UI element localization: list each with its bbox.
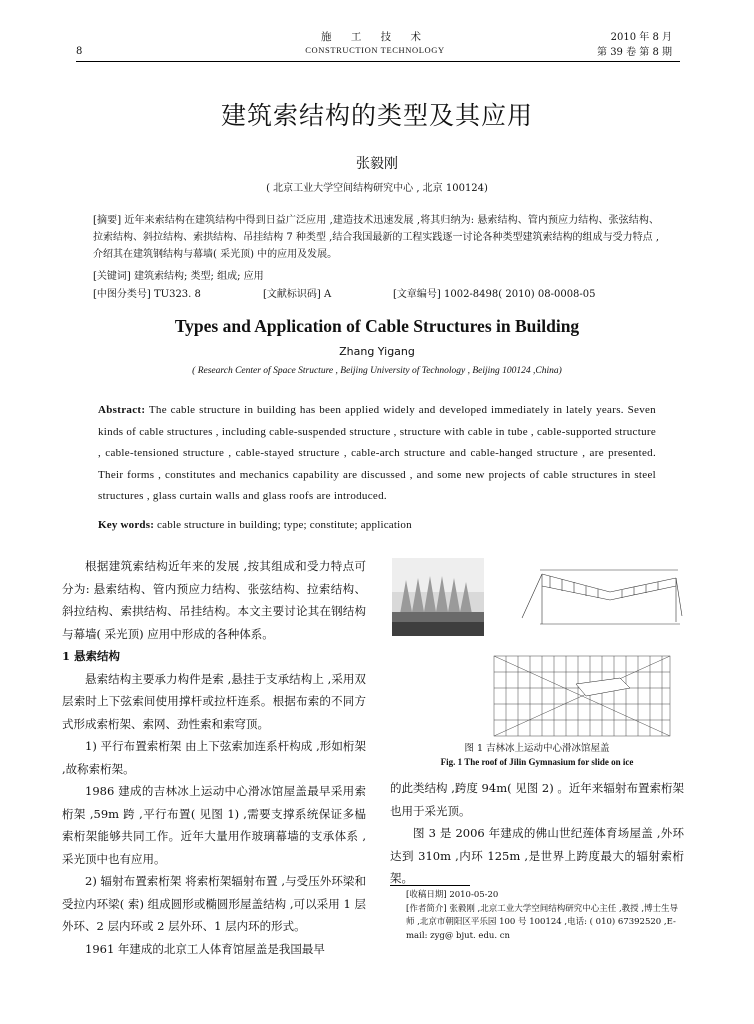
affiliation-en: ( Research Center of Space Structure , Beijing University of Technology , Beijing 100124 ,China) — [192, 366, 562, 376]
footnote — [406, 889, 684, 943]
keywords-en-text: cable structure in building; type; constitute; application — [154, 519, 412, 531]
affiliation-zh: ( 北京工业大学空间结构研究中心 , 北京 100124) — [266, 183, 488, 194]
keywords-zh: [关键词] 建筑索结构; 类型; 组成; 应用 — [93, 271, 264, 282]
paper-title-zh: 建筑索结构的类型及其应用 — [220, 101, 533, 130]
abstract-en-label: Abstract: — [98, 404, 146, 416]
volume-issue: 第 39 卷 第 8 期 — [597, 47, 672, 58]
abstract-en — [98, 400, 656, 508]
body-right-column — [390, 777, 684, 890]
document-code: [文献标识码] A — [263, 289, 332, 300]
paragraph: 根据建筑索结构近年来的发展 ,按其组成和受力特点可分为: 悬索结构、管内预应力结构、张弦结构、拉索结构、斜拉结构、索拱结构、吊挂结构。本文主要讨论其在钢结构与幕墙( 采光顶) 应用中形成的各种体系。 — [62, 559, 366, 641]
author-name-en: Zhang Yigang — [339, 345, 415, 358]
section-heading: 1 悬索结构 — [62, 649, 121, 663]
received-date: [收稿日期] 2010-05-20 — [406, 890, 499, 900]
author-intro: [作者简介] 张毅刚 ,北京工业大学空间结构研究中心主任 ,教授 ,博士生导师 ,北京市朝阳区平乐园 100 号 100124 ,电话: ( 010) 67392520 ,E-mail: zyg@ bjut. edu. cn — [406, 903, 679, 941]
paragraph: 1961 年建成的北京工人体育馆屋盖是我国最早 — [85, 941, 325, 956]
figure-1-caption-en: Fig. 1 The roof of Jilin Gymnasium for slide on ice — [440, 757, 634, 767]
abstract-en-text: The cable structure in building has been applied widely and developed immediately in lately years. Seven kinds of cable structures , including cable-suspended structure , structure with cable in tube , cable-supported structure , cable-tensioned structure , cable-stayed structure , cable-arch structure and cable-hanged structure , are presented. Their forms , constitutes and mechanics capability are discussed , and some new projects of cable structures in steel structures , glass curtain walls and glass roofs are introduced. — [98, 404, 657, 503]
clc-number: [中图分类号] TU323. 8 — [93, 289, 201, 300]
paragraph: 1986 建成的吉林冰上运动中心滑冰馆屋盖最早采用索桁架 ,59m 跨 ,平行布置( 见图 1) ,需要支撑系统保证多榀索桁架能够共同工作。近年大量用作玻璃幕墙的支承体系 ,采光顶中也有应用。 — [62, 784, 366, 866]
issue-date: 2010 年 8 月 — [610, 32, 672, 43]
building-photo — [392, 558, 484, 636]
figure-1-graphic — [390, 556, 684, 738]
paragraph: 悬索结构主要承力构件是索 ,悬挂于支承结构上 ,采用双层索时上下弦索间使用撑杆或拉杆连系。根据布索的不同方式形成索桁架、索网、劲性索和索穹顶。 — [62, 671, 366, 731]
journal-name-en: CONSTRUCTION TECHNOLOGY — [305, 45, 445, 55]
footnote-rule — [390, 885, 470, 886]
paragraph: 2) 辐射布置索桁架 将索桁架辐射布置 ,与受压外环梁和受拉内环梁( 索) 组成圆形或椭圆形屋盖结构 ,可以采用 1 层外环、2 层内环或 2 层外环、1 层内环的形式。 — [62, 874, 366, 933]
plan-drawing — [494, 656, 670, 736]
figure-1 — [390, 556, 684, 738]
paragraph: 图 3 是 2006 年建成的佛山世纪莲体育场屋盖 ,外环达到 310m ,内环 125m ,是世界上跨度最大的辐射索桁架。 — [390, 826, 684, 885]
journal-name-cn: 施 工 技 术 — [320, 31, 429, 43]
paragraph: 1) 平行布置索桁架 由上下弦索加连系杆构成 ,形如桁架 ,故称索桁架。 — [62, 739, 366, 776]
elevation-drawing — [522, 570, 682, 624]
paragraph: 的此类结构 ,跨度 94m( 见图 2) 。近年来辐射布置索桁架也用于采光顶。 — [390, 781, 684, 818]
header-rule — [76, 61, 680, 62]
keywords-en — [98, 519, 412, 531]
abstract-zh: [摘要] 近年来索结构在建筑结构中得到日益广泛应用 ,建造技术迅速发展 ,将其归纳为: 悬索结构、管内预应力结构、张弦结构、拉索结构、斜拉结构、索拱结构、吊挂结构 7 种类型 ,结合我国最新的工程实践逐一讨论各种类型建筑索结构的组成与受力特点 ,介绍其在建筑钢结构与幕墙( 采光顶) 中的应用及发展。 — [93, 215, 659, 260]
page-number: 8 — [76, 46, 83, 57]
paper-title-en: Types and Application of Cable Structures in Building — [174, 316, 580, 336]
issue-info — [597, 30, 672, 60]
keywords-en-label: Key words: — [98, 519, 155, 531]
article-number: [文章编号] 1002-8498( 2010) 08-0008-05 — [393, 289, 596, 300]
journal-header — [280, 30, 470, 56]
body-left-column — [62, 555, 366, 960]
figure-1-caption-zh: 图 1 吉林冰上运动中心滑冰馆屋盖 — [464, 743, 610, 754]
author-name-zh: 张毅刚 — [356, 156, 398, 172]
